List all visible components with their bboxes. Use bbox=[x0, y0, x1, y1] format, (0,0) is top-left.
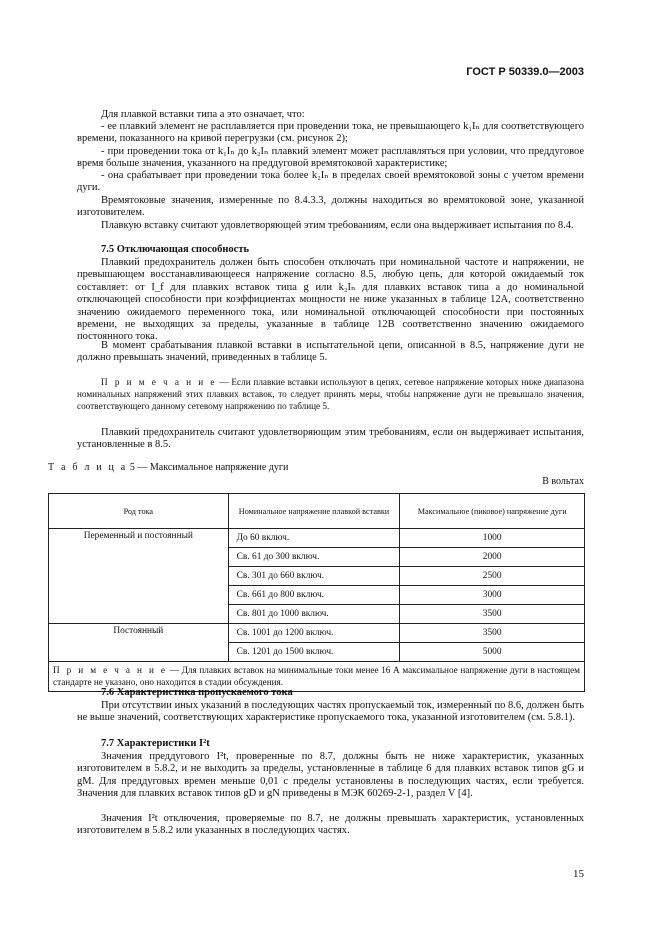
current-kind-cell bbox=[49, 586, 229, 605]
arc-voltage-cell: 2000 bbox=[400, 548, 585, 567]
column-header: Номинальное напряжение плавкой вставки bbox=[228, 494, 400, 529]
section-7-7-paragraph-1: Значения преддугового I²t, проверенные по 8.7, должны быть не ниже характеристик, указанных изготовителем в 5.8.2, и не выходить за пределы, установленные в таблице 6 для плавких вставок типов gG и gM. Для преддуговых времен меньше 0,01 с пределы установлены в последующих частях, если требуется. Значения для плавких вставок типов gD и gN приведены в МЭК 60269-2-1, раздел V [4]. bbox=[77, 751, 584, 800]
table-caption-text: 5 — Максимальное напряжение дуги bbox=[127, 462, 289, 473]
section-7-7-heading: 7.7 Характеристики I²t bbox=[101, 738, 210, 749]
voltage-range-cell: Св. 61 до 300 включ. bbox=[228, 548, 400, 567]
intro-line: Для плавкой вставки типа а это означает, что: bbox=[101, 109, 305, 120]
section-7-5-paragraph-2: В момент срабатывания плавкой вставки в испытательной цепи, описанной в 8.5, напряжение дуги не должно превышать значений, приведенных в таблице 5. bbox=[77, 340, 584, 364]
section-7-6-paragraph: При отсутствии иных указаний в последующих частях пропускаемый ток, измеренный по 8.6, должен быть не выше значений, соответствующих характеристике пропускаемого тока, указанной изготовителем (см. 5.8.1). bbox=[77, 700, 584, 724]
arc-voltage-cell: 1000 bbox=[400, 529, 585, 548]
table-caption-label: Т а б л и ц а bbox=[48, 462, 128, 473]
voltage-range-cell: Св. 1201 до 1500 включ. bbox=[228, 643, 400, 662]
table-row bbox=[49, 624, 585, 643]
section-7-5-note bbox=[77, 376, 584, 412]
column-header: Род тока bbox=[49, 494, 229, 529]
intro-paragraph-1: Времятоковые значения, измеренные по 8.4.3.3, должны находиться во времятоковой зоне, указанной изготовителем. bbox=[77, 195, 584, 219]
current-kind-cell bbox=[49, 605, 229, 624]
table-row bbox=[49, 529, 585, 548]
section-7-7-paragraph-2: Значения I²t отключения, проверяемые по 8.7, не должны превышать характеристик, установленных изготовителем в 5.8.2 или указанных в последующих частях. bbox=[77, 813, 584, 837]
bullet-2: - при проведении тока от k₁Iₙ до k₂Iₙ плавкий элемент может расплавляться при условии, что преддуговое время больше значения, указанного на преддуговой времятоковой характеристике; bbox=[77, 146, 584, 170]
table-header-row bbox=[49, 494, 585, 529]
current-kind-cell: Постоянный bbox=[49, 624, 229, 643]
bullet-3: - она срабатывает при проведении тока более k₂Iₙ в пределах своей времятоковой зоны с учетом времени дуги. bbox=[77, 170, 584, 194]
table-note-label: П р и м е ч а н и е bbox=[53, 665, 168, 675]
voltage-range-cell: Св. 1001 до 1200 включ. bbox=[228, 624, 400, 643]
arc-voltage-cell: 2500 bbox=[400, 567, 585, 586]
voltage-range-cell: До 60 включ. bbox=[228, 529, 400, 548]
voltage-range-cell: Св. 801 до 1000 включ. bbox=[228, 605, 400, 624]
current-kind-cell: Переменный и постоянный bbox=[49, 529, 229, 548]
section-7-5-paragraph-1: Плавкий предохранитель должен быть способен отключать при номинальной частоте и напряжении, не превышающем восстанавливающееся напряжение согласно 8.5, любую цепь, для которой ожидаемый ток составляет: от I_f для плавких вставок типа g или k₂Iₙ для плавких вставок типа а до номинальной отключающей способности при коэффициентах мощности не ниже указанных в таблице 12А, соответственно значению ожидаемого переменного тока, или номинальной отключающей способности при постоянных времени, не выходящих за пределы, указанные в таблице 12В соответственно значению ожидаемого постоянного тока. bbox=[77, 257, 584, 343]
section-7-5-heading: 7.5 Отключающая способность bbox=[101, 244, 250, 255]
current-kind-cell bbox=[49, 548, 229, 567]
intro-paragraph-2: Плавкую вставку считают удовлетворяющей этим требованиям, если она выдерживает испытания по 8.4. bbox=[101, 220, 574, 231]
table-row bbox=[49, 567, 585, 586]
section-7-6-heading: 7.6 Характеристика пропускаемого тока bbox=[101, 687, 293, 698]
voltage-range-cell: Св. 301 до 660 включ. bbox=[228, 567, 400, 586]
arc-voltage-cell: 5000 bbox=[400, 643, 585, 662]
note-text: — Если плавкие вставки используют в цепях, сетевое напряжение которых ниже диапазона номинальных напряжений этих плавких вставок, то следует принять меры, чтобы напряжение дуги не превышало значения, соответствующего данному сетевому напряжению по таблице 5. bbox=[77, 377, 584, 411]
table-note-text: — Для плавких вставок на минимальные токи менее 16 А максимальное напряжение дуги в настоящем стандарте не указано, оно находится в стадии обсуждения. bbox=[53, 665, 580, 687]
table-5-caption bbox=[48, 462, 448, 474]
table-row bbox=[49, 548, 585, 567]
table-row bbox=[49, 643, 585, 662]
voltage-range-cell: Св. 661 до 800 включ. bbox=[228, 586, 400, 605]
current-kind-cell bbox=[49, 643, 229, 662]
section-7-5-paragraph-3: Плавкий предохранитель считают удовлетворяющим этим требованиям, если он выдерживает испытания, установленные в 8.5. bbox=[77, 427, 584, 451]
bullet-1: - ее плавкий элемент не расплавляется при проведении тока, не превышающего k₁Iₙ для соответствующего времени, показанного на кривой перегрузки (см. рисунок 2); bbox=[77, 121, 584, 145]
standard-header: ГОСТ Р 50339.0—2003 bbox=[466, 66, 584, 78]
arc-voltage-cell: 3500 bbox=[400, 605, 585, 624]
current-kind-cell bbox=[49, 567, 229, 586]
table-row bbox=[49, 586, 585, 605]
page-number: 15 bbox=[573, 868, 584, 880]
arc-voltage-cell: 3000 bbox=[400, 586, 585, 605]
table-units: В вольтах bbox=[542, 476, 584, 487]
table-row bbox=[49, 605, 585, 624]
arc-voltage-cell: 3500 bbox=[400, 624, 585, 643]
table-5 bbox=[48, 493, 585, 692]
note-label: П р и м е ч а н и е bbox=[101, 377, 217, 387]
column-header: Максимальное (пиковое) напряжение дуги bbox=[400, 494, 585, 529]
